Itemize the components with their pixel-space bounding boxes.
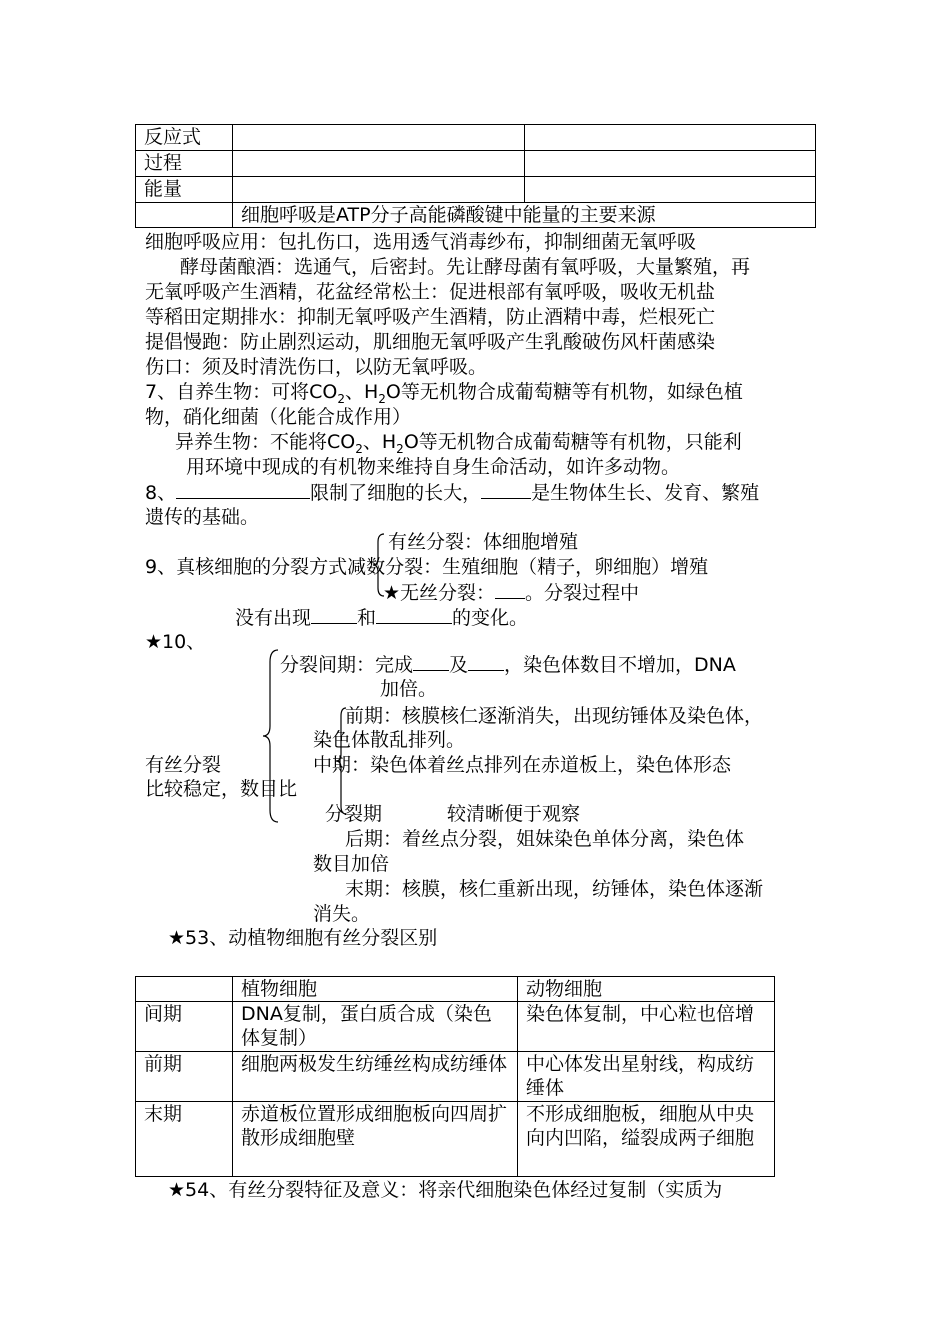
text-line: 末期：核膜，核仁重新出现，纺锤体，染色体逐渐 (345, 878, 764, 900)
row-label: 能量 (136, 177, 233, 203)
text-line: 提倡慢跑：防止剧烈运动，肌细胞无氧呼吸产生乳酸破伤风杆菌感染 (145, 331, 716, 353)
table-header (136, 977, 233, 1002)
respiration-table (135, 124, 816, 228)
text-line: 消失。 (313, 903, 371, 925)
text-line: 分裂间期：完成 及 ，染色体数目不增加，DNA (280, 654, 736, 676)
text-line: 后期：着丝点分裂，姐妹染色单体分离，染色体 (345, 828, 745, 850)
table-cell (525, 125, 816, 151)
table-cell: 染色体复制，中心粒也倍增 (518, 1002, 775, 1052)
text-line: ★10、 (145, 631, 206, 653)
text-line: 数目加倍 (313, 853, 390, 875)
table-cell (525, 177, 816, 203)
text-line: 9、真核细胞的分裂方式减数分裂：生殖细胞（精子，卵细胞）增殖 (145, 556, 709, 578)
text-line: 等稻田定期排水：抑制无氧呼吸产生酒精，防止酒精中毒，烂根死亡 (145, 306, 716, 328)
row-label: 间期 (136, 1002, 233, 1052)
text-line: 酵母菌酿酒：选通气，后密封。先让酵母菌有氧呼吸，大量繁殖，再 (180, 256, 751, 278)
table-cell: 中心体发出星射线，构成纺缍体 (518, 1052, 775, 1102)
mitosis-comparison-table (135, 976, 775, 1177)
text-line: 物，硝化细菌（化能合成作用） (145, 406, 412, 428)
table-header: 植物细胞 (233, 977, 518, 1002)
text-line: 加倍。 (380, 678, 438, 700)
text-line: 遗传的基础。 (145, 506, 260, 528)
table-cell: DNA复制，蛋白质合成（染色体复制） (233, 1002, 518, 1052)
table-cell: 细胞两极发生纺缍丝构成纺缍体 (233, 1052, 518, 1102)
row-label: 前期 (136, 1052, 233, 1102)
table-cell (136, 203, 233, 228)
table-cell (233, 177, 525, 203)
table-cell (233, 125, 525, 151)
text-line: 细胞呼吸应用：包扎伤口，选用透气消毒纱布，抑制细菌无氧呼吸 (145, 231, 697, 253)
text-line: 用环境中现成的有机物来维持自身生命活动，如许多动物。 (186, 456, 681, 478)
text-line: 有丝分裂：体细胞增殖 (388, 531, 579, 553)
text-line: 前期：核膜核仁逐渐消失，出现纺锤体及染色体， (345, 705, 764, 727)
table-header: 动物细胞 (518, 977, 775, 1002)
table-cell: 不形成细胞板，细胞从中央向内凹陷，缢裂成两子细胞 (518, 1102, 775, 1177)
text-line: 异养生物：不能将$CO_2$、$H_2O$等无机物合成葡萄糖等有机物，只能利 (175, 431, 742, 456)
row-label: 过程 (136, 151, 233, 177)
text-line: 无氧呼吸产生酒精，花盆经常松土：促进根部有氧呼吸，吸收无机盐 (145, 281, 716, 303)
text-line: 8、 限制了细胞的长大， 是生物体生长、发育、繁殖 (145, 482, 760, 504)
text-line: 分裂期 (325, 803, 383, 825)
row-label: 反应式 (136, 125, 233, 151)
row-label: 末期 (136, 1102, 233, 1177)
text-line: ★无丝分裂： 。分裂过程中 (383, 582, 640, 604)
text-line: 染色体散乱排列。 (313, 729, 466, 751)
text-line: ★54、有丝分裂特征及意义：将亲代细胞染色体经过复制（实质为 (168, 1179, 723, 1201)
table-note: 细胞呼吸是ATP分子高能磷酸键中能量的主要来源 (233, 203, 816, 228)
text-line: 没有出现 和 的变化。 (235, 607, 529, 629)
text-line: 伤口：须及时清洗伤口，以防无氧呼吸。 (145, 356, 488, 378)
table-cell (233, 151, 525, 177)
text-line: ★53、动植物细胞有丝分裂区别 (168, 927, 438, 949)
text-line: 7、自养生物：可将$CO_2$、$H_2O$等无机物合成葡萄糖等有机物，如绿色植 (145, 381, 743, 406)
table-cell (525, 151, 816, 177)
text-line: 较清晰便于观察 (447, 803, 581, 825)
text-line: 有丝分裂 (145, 754, 222, 776)
table-cell: 赤道板位置形成细胞板向四周扩散形成细胞壁 (233, 1102, 518, 1177)
text-line: 中期：染色体着丝点排列在赤道板上，染色体形态 (313, 754, 732, 776)
text-line: 比较稳定，数目比 (145, 778, 298, 800)
